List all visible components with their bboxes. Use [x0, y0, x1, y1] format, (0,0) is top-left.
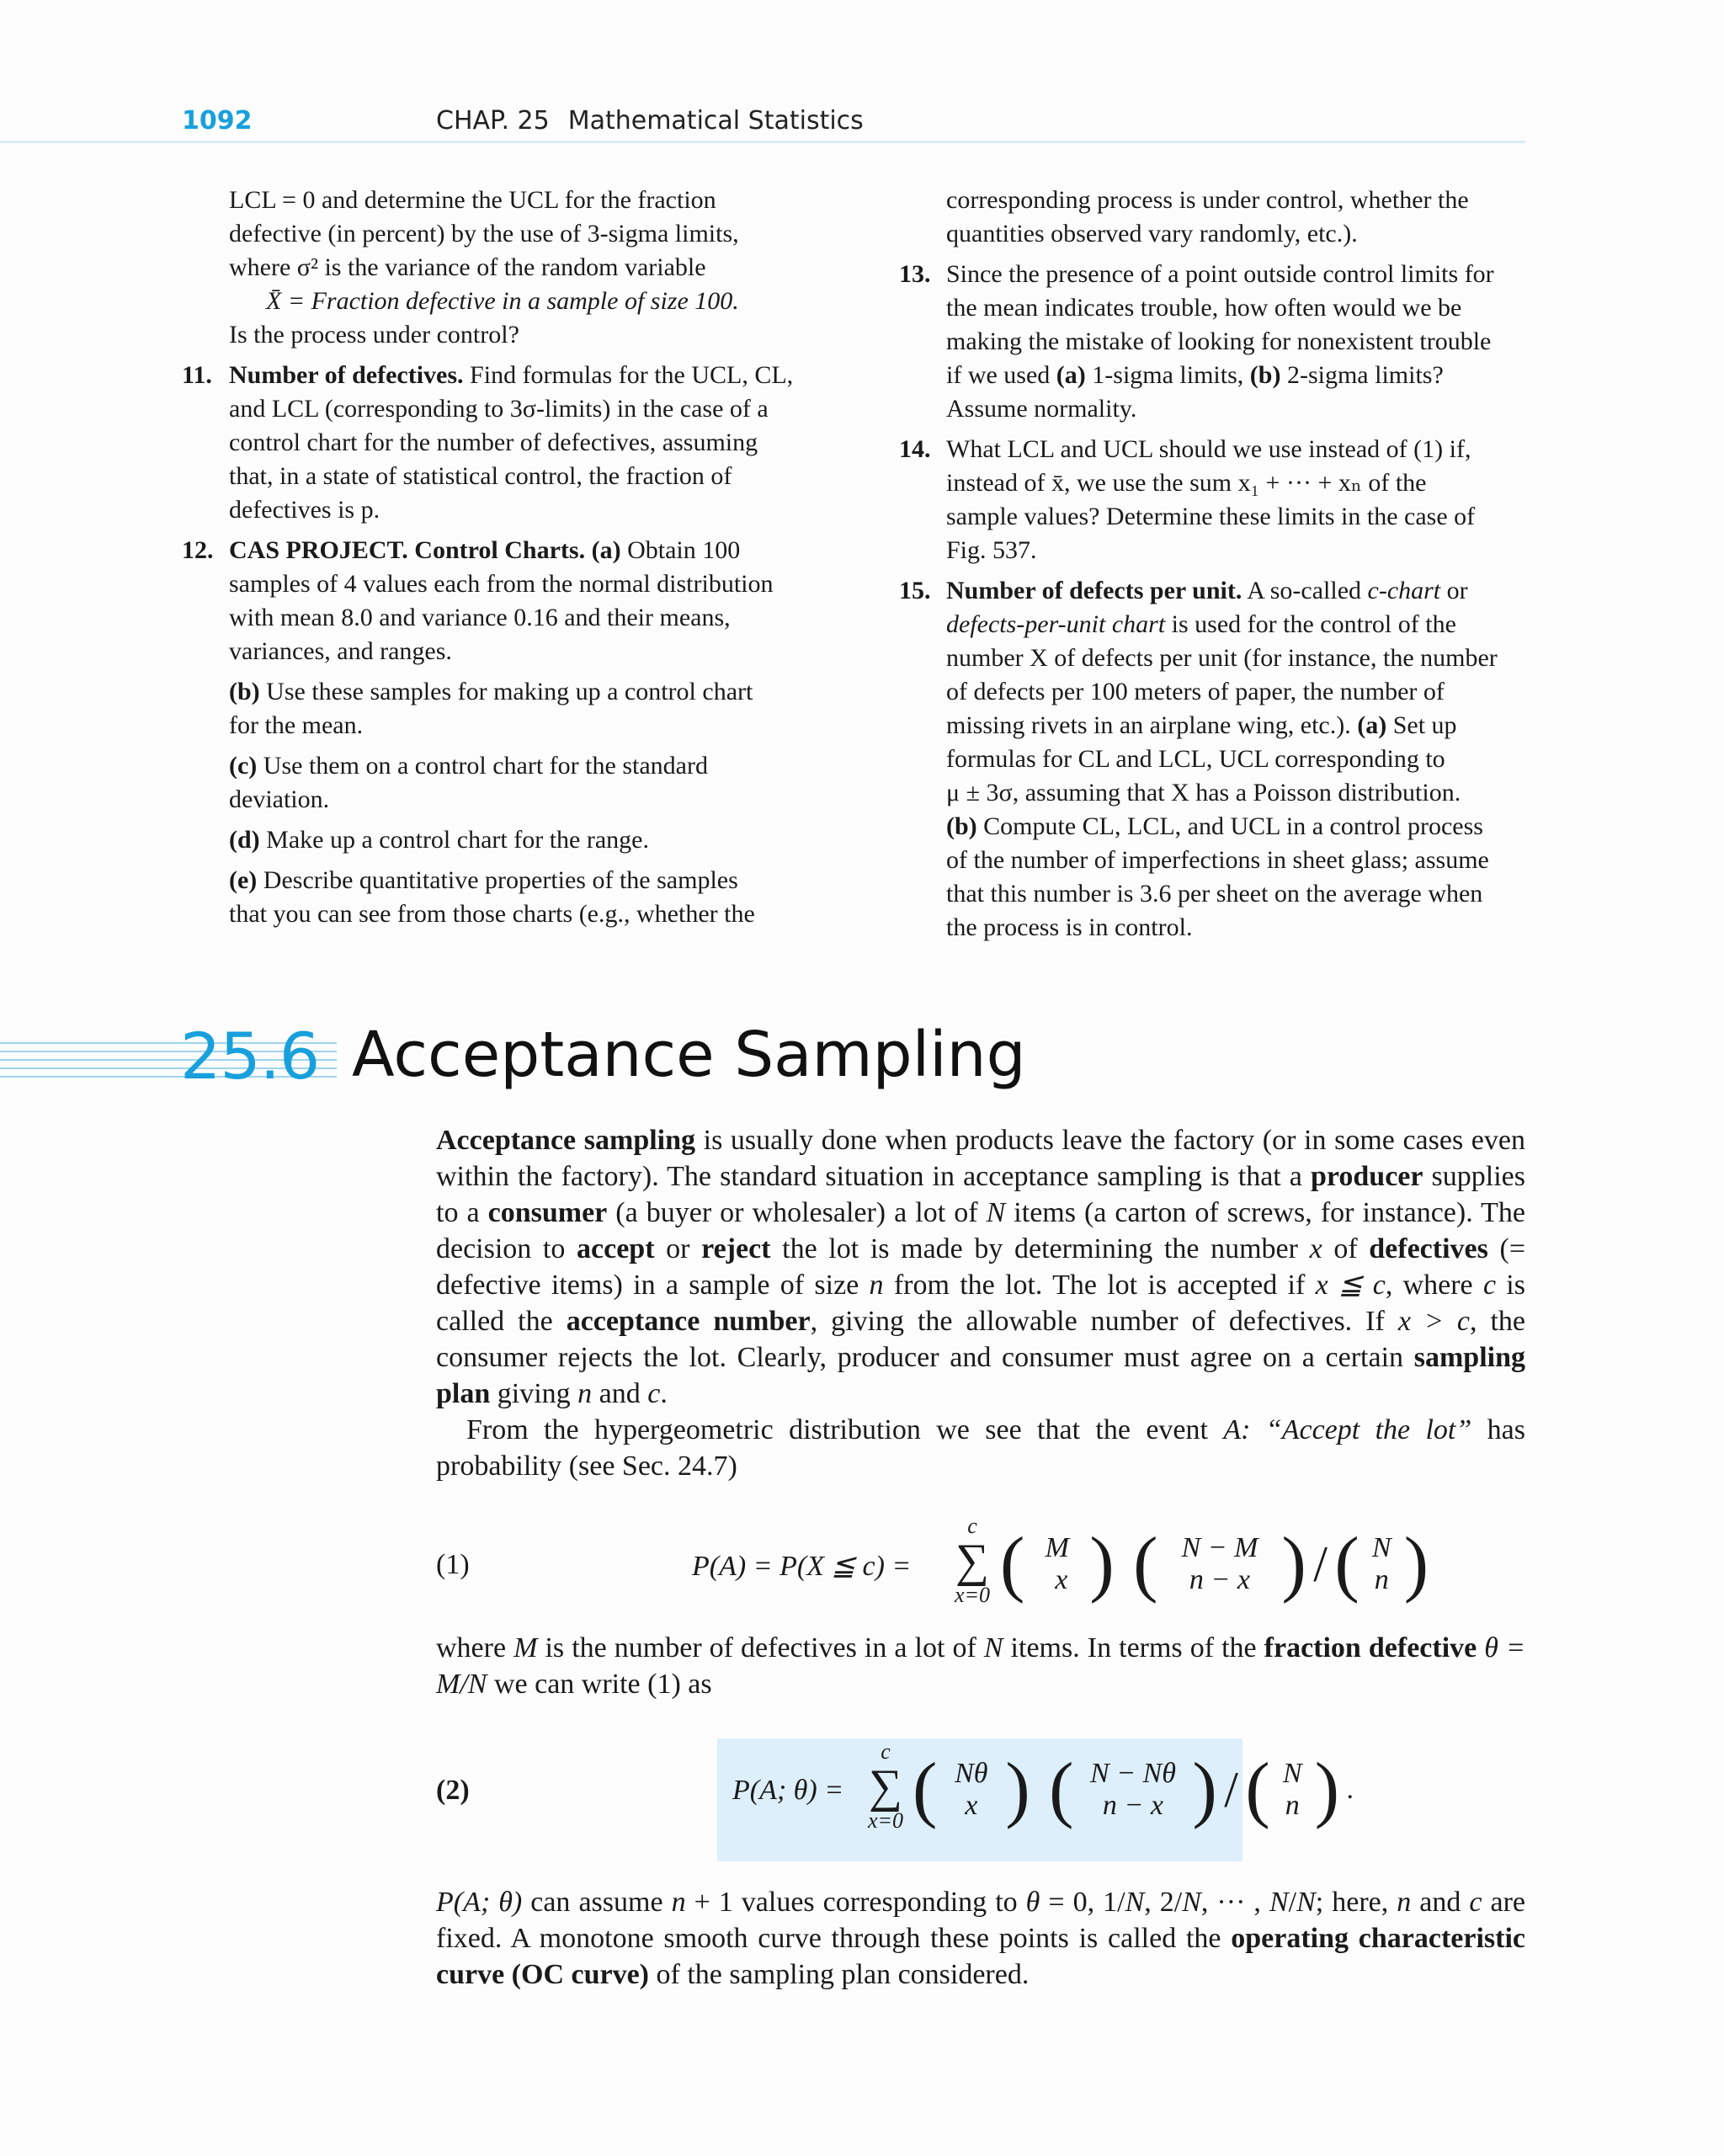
- chapter-title: Mathematical Statistics: [567, 106, 864, 136]
- problem-title: CAS PROJECT. Control Charts.: [229, 536, 586, 564]
- problem-11: 11. Number of defectives. Find formulas for the UCL, CL, and LCL (corresponding to 3σ-limits) in the case of a control chart for the number of defectives, assuming that, in a state of statistical control, the fraction of defectives is p.: [182, 359, 828, 527]
- intro-paragraph: Acceptance sampling is usually done when products leave the factory (or in some cases even within the factory). The standard situation in acceptance sampling is that a producer supplies to a consumer (a buyer or wholesaler) a lot of N items (a carton of screws, for instance). The decision to accept or reject the lot is made by determining the number x of defectives (= defective items) in a sample of size n from the lot. The lot is accepted if x ≦ c, where c is called the acceptance number, giving the allowable number of defectives. If x > c, the consumer rejects the lot. Clearly, producer and consumer must agree on a certain sampling plan giving n and c. From the hypergeometric distribution we see that the event A: “Accept the lot” has probability (see Sec. 24.7): [436, 1122, 1525, 1484]
- hypergeometric-paragraph: From the hypergeometric distribution we see that the event A: “Accept the lot” has probability (see Sec. 24.7): [436, 1414, 1525, 1482]
- page-number: 1092: [182, 106, 253, 136]
- problem-15: 15. Number of defects per unit. A so-called c-chart or defects-per-unit chart is used for the control of the number X of defects per unit (for instance, the number of defects per 100 meters of paper, the number of missing rivets in an airplane wing, etc.). (a) Set up formulas for CL and LCL, UCL corresponding to μ ± 3σ, assuming that X has a Poisson distribution. (b) Compute CL, LCL, and UCL in a control process of the number of imperfections in sheet glass; assume that this number is 3.6 per sheet on the average when the process is in control.: [899, 574, 1525, 945]
- problem-title: Number of defectives.: [229, 361, 464, 389]
- problem-number: 14.: [899, 435, 931, 463]
- section-number: 25.6: [180, 1019, 320, 1094]
- problem-13: 13. Since the presence of a point outside control limits for the mean indicates trouble, how often would we be making the mistake of looking for nonexistent trouble if we used (a) 1-sigma limits, (b) 2-sigma limits? Assume normality.: [899, 258, 1525, 426]
- p10-line: LCL = 0 and determine the UCL for the fraction: [229, 186, 716, 214]
- equation-1-sum: c ∑ x=0: [954, 1514, 991, 1607]
- problem-14: 14. What LCL and UCL should we use instead of (1) if, instead of x̄, we use the sum x₁ + ··· + xₙ of the sample values? Determine these limits in the case of Fig. 537.: [899, 433, 1525, 567]
- equation-1-label: (1): [436, 1549, 470, 1580]
- header-rule: [0, 141, 1525, 143]
- p10-line: Is the process under control?: [229, 321, 519, 349]
- problem-number: 12.: [182, 536, 214, 564]
- left-column: [182, 184, 828, 931]
- problem-number: 11.: [182, 361, 212, 389]
- equation-2-label: (2): [436, 1775, 470, 1806]
- equation-2-sum: c ∑ x=0: [867, 1739, 904, 1833]
- right-column: [899, 184, 1525, 945]
- problem-number: 13.: [899, 260, 931, 288]
- p10-line: defective (in percent) by the use of 3-sigma limits,: [229, 220, 739, 248]
- running-head: [436, 106, 864, 136]
- equation-1-binomials: ( M x ) ( N − M n − x ) / ( N n ): [1000, 1523, 1429, 1605]
- p10-line: where σ² is the variance of the random variable: [229, 253, 706, 281]
- problem-title: Number of defects per unit.: [946, 577, 1242, 604]
- chapter-label: CHAP. 25: [436, 106, 550, 136]
- oc-curve-paragraph: P(A; θ) can assume n + 1 values corresponding to θ = 0, 1/N, 2/N, ··· , N/N; here, n and c are fixed. A monotone smooth curve through these points is called the operating characteristic curve (OC curve) of the sampling plan considered.: [436, 1887, 1526, 1990]
- problem-number: 15.: [899, 577, 931, 604]
- equation-2-binomials: ( Nθ x ) ( N − Nθ n − x ) / ( N n ) .: [913, 1749, 1354, 1830]
- problem-12: 12. CAS PROJECT. Control Charts. (a) Obtain 100 samples of 4 values each from the normal distribution with mean 8.0 and variance 0.16 and their means, variances, and ranges. (b) Use these samples for making up a control chart for the mean. (c) Use them on a control chart for the standard deviation. (d) Make up a control chart for the range. (e) Describe quantitative properties of the samples that you can see from those charts (e.g., whether the: [182, 534, 828, 931]
- equation-1-lhs: P(A) = P(X ≦ c) =: [692, 1551, 912, 1582]
- equation-2-lhs: P(A; θ) =: [732, 1775, 844, 1806]
- fraction-defective-paragraph: where M is the number of defectives in a lot of N items. In terms of the fraction defective θ = M/N we can write (1) as: [436, 1632, 1525, 1700]
- problem-12-continued: corresponding process is under control, whether the quantities observed vary randomly, etc.).: [946, 186, 1469, 248]
- p10-line: X̄ = Fraction defective in a sample of size 100.: [266, 287, 739, 315]
- section-title: Acceptance Sampling: [352, 1019, 1026, 1091]
